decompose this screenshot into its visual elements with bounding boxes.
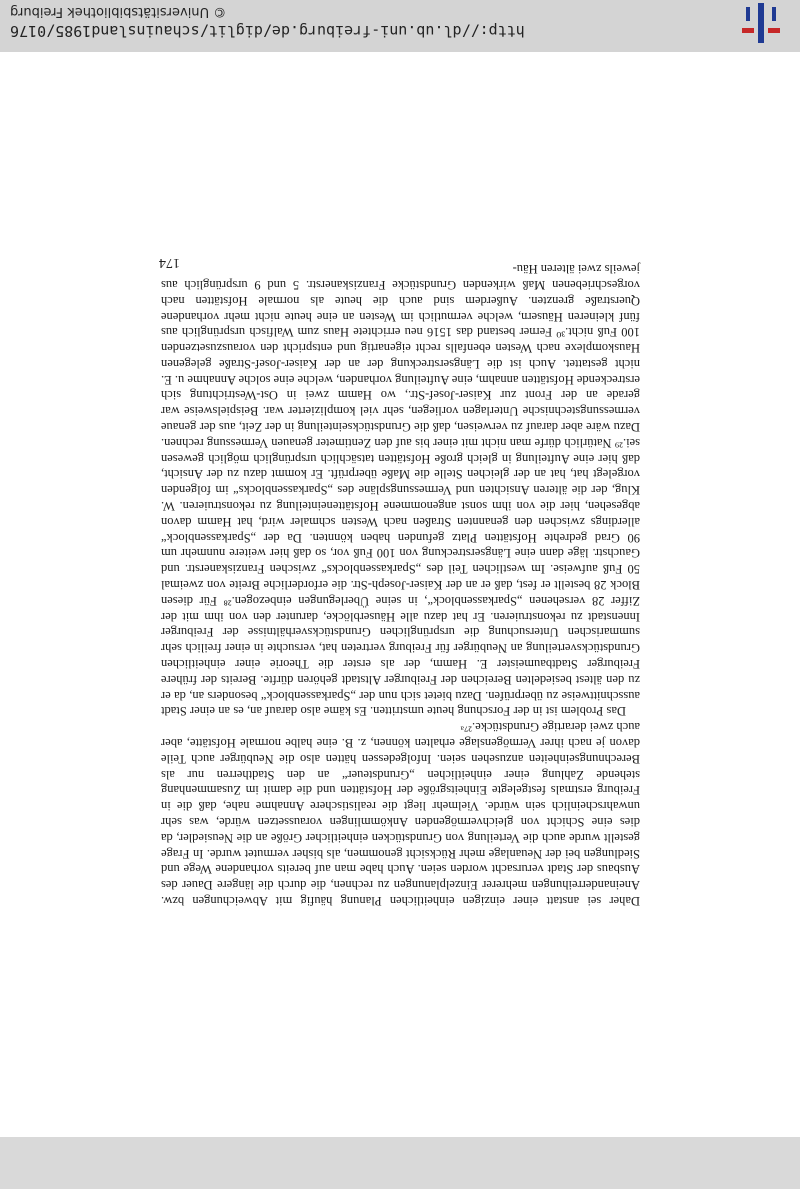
library-info-bar xyxy=(0,1137,800,1189)
library-logo-icon xyxy=(740,3,784,43)
paragraph: Daher sei anstatt einer einzigen einheitlichen Planung häufig mit Abweichungen bzw. Aneinanderreihungen mehrerer Einzelplanungen zu rechnen, die durch die längere Dauer des Ausbaus der Stadt verursacht worden seien. Auch habe man auf bereits vorhandene Wege und Siedlungen bei der Neuanlage mehr Rücksicht genommen, als bisher vermutet wurde. In Frage gestellt wurde auch die Verteilung von Grundstücken einheitlicher Größe an die Neusiedler, da dies eine Schicht von gleichvermögenden Ankömmlingen voraussetzen würde, was sehr unwahrscheinlich sein würde. Vielmehr liegt die realistischere Annahme nahe, daß die in Freiburg erstmals festgelegte Einheitsgröße der Hofstätten und die damit im Zusammenhang stehende Zahlung einer einheitlichen „Grundsteuer“ an den Stadtherren nur als Berechnungseinheiten anzusehen seien. Infolgedessen hätten also die Neubürger auch Teile davon je nach ihrer Vermögenslage erhalten können, z. B. eine halbe normale Hofstätte, aber auch zwei derartige Grundstücke.²⁷ᵃ xyxy=(161,720,640,908)
page-number: 174 xyxy=(159,255,180,270)
paragraph: Das Problem ist in der Forschung heute umstritten. Es käme also darauf an, es an einer Stadt ausschnittweise zu überprüfen. Dazu bietet sich nun der „Sparkassenblock“ besonders an, da er zu den ältest besiedelten Bereichen der Freiburger Altstadt gehören dürfte. Bereits der frühere Freiburger Stadtbaumeister E. Hamm, der als erster die Theorie einer einheitlichen Grundstücksverteilung an Neubürger für Freiburg vertreten hat, versuchte in einer freilich sehr summarischen Untersuchung die ursprünglichen Grundstücksverhältnisse der Freiburger Innenstadt zu rekonstruieren. Er hat dazu alle Häuserblöcke, darunter den von ihm mit der Ziffer 28 versehenen „Sparkassenblock“, in seine Überlegungen einbezogen.²⁸ Für diesen Block 28 bestellt er fest, daß er an der Kaiser-Joseph-Str. die erforderliche Breite von zweimal 50 Fuß aufweise. Im westlichen Teil des „Sparkassenblocks“ zwischen Franziskanerstr. und Gauchstr. läge dann eine Längserstreckung von 100 Fuß vor, so daß hier weitere nunmehr um 90 Grad gedrehte Hofstätten Platz gefunden haben könnten. Da der „Sparkassenblock“ allerdings zwischen den genannten Straßen nach Westen schmaler wird, hat Hamm davon abgesehen, hier die von ihm sonst angenommene Hofstätteneinteilung zu rekonstruieren. W. Klug, der die älteren Ansichten und Vermessungspläne des „Sparkassenblocks“ im folgenden vorgelegt hat, hat an der gleichen Stelle die Maße überprüft. Er kommt dazu zu der Ansicht, daß hier eine Aufteilung in gleich große Hofstätten tatsächlich ursprünglich möglich gewesen sei.²⁹ Natürlich dürfe man nicht mit einer bis auf den Zentimeter genauen Vermessung rechnen. Dazu wäre aber darauf zu verweisen, daß die Grundstückseinteilung in der Zeit, aus der genaue vermessungstechnische Unterlagen vorliegen, sehr viel komplizierter war. Beispielsweise war gerade an der Front zur Kaiser-Josef-Str., wo Hamm zwei in Ost-Westrichtung sich erstreckende Hofstätten annahm, eine Aufteilung vorhanden, welche eine solche Annahme u. E. nicht gestattet. Auch ist die Längserstreckung der an der Kaiser-Josef-Straße gelegenen Hauskomplexe nach Westen ebenfalls recht eigenartig und entspricht den vorauszusetzenden 100 Fuß nicht.³⁰ Ferner bestand das 1516 neu errichtete Haus zum Walfisch ursprünglich aus fünf kleineren Häusern, welche vermutlich im Westen an eine heute nicht mehr vorhandene Querstraße grenzten. Außerdem sind auch die heute als normale Hofstätten nach vorgeschriebenen Maß wirkenden Grundstücke Franziskanerstr. 5 und 9 ursprünglich aus jeweils zwei älteren Häu- xyxy=(161,262,640,719)
copyright-notice: © Universitätsbibliothek Freiburg xyxy=(10,4,227,19)
document-url[interactable]: http://dl.ub.uni-freiburg.de/diglit/schauinsland1985/0176 xyxy=(10,22,525,40)
page-body xyxy=(161,260,640,908)
